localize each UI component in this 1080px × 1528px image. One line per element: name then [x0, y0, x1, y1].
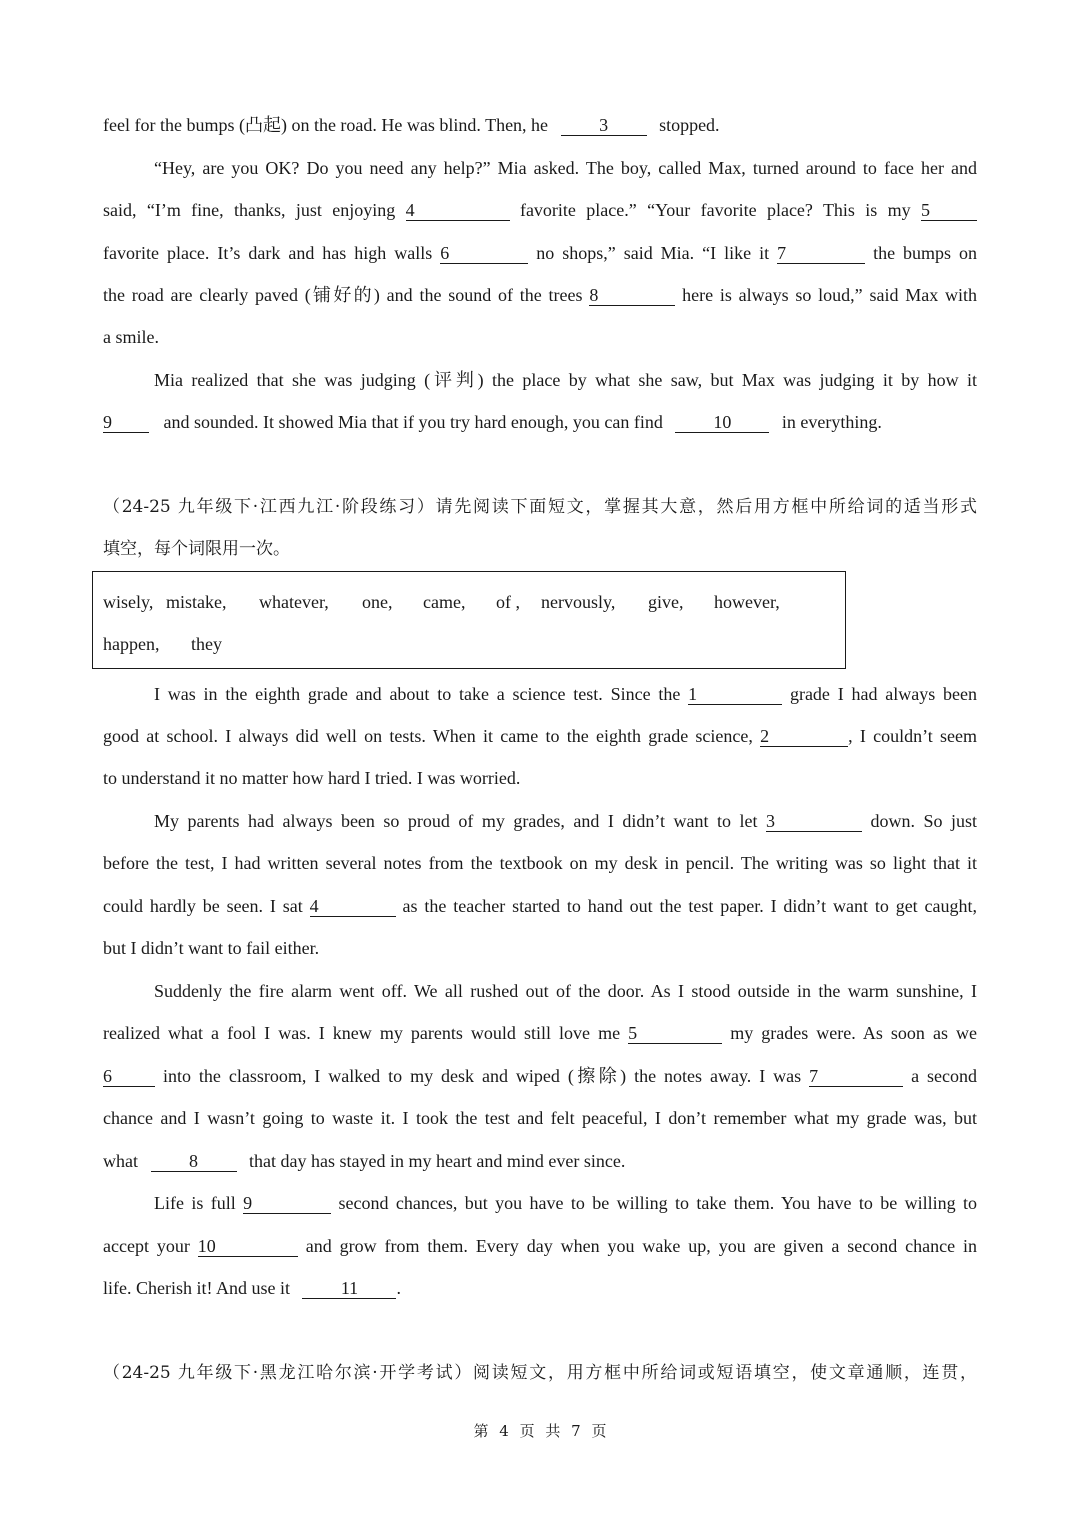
passage1-line-6: a smile.: [103, 327, 159, 347]
text: favorite place. It’s dark and has high walls: [103, 243, 433, 263]
word-item: mistake,: [166, 592, 227, 612]
blank-10[interactable]: 10: [198, 1236, 298, 1257]
blank-5[interactable]: 5: [628, 1023, 722, 1044]
passage2-line-6: [103, 894, 977, 918]
passage2-line-13: [103, 1191, 977, 1215]
text: here is always so loud,” said Max with: [682, 285, 978, 305]
text: down. So just: [870, 811, 977, 831]
text: second chances, but you have to be willing to take them. You have to be willing to: [338, 1193, 978, 1213]
blank-7[interactable]: 7: [777, 243, 865, 264]
passage2-line-7: but I didn’t want to fail either.: [103, 938, 320, 958]
text: realized what a fool I was. I knew my parents would still love me: [103, 1023, 621, 1043]
text: grade I had always been: [789, 684, 978, 704]
word-item: wisely,: [103, 592, 154, 612]
text: the road are clearly paved (铺好的) and the sound of the trees: [103, 285, 583, 305]
word-item: came,: [423, 592, 466, 612]
blank-6[interactable]: 6: [103, 1066, 155, 1087]
passage2-line-8: Suddenly the fire alarm went off. We all rushed out of the door. As I stood outside in the warm sunshine, I: [154, 981, 977, 1001]
word-item: whatever,: [259, 592, 329, 612]
passage2-line-4: [103, 809, 977, 833]
text: good at school. I always did well on tests. When it came to the eighth grade science,: [103, 726, 753, 746]
text: I was in the eighth grade and about to take a science test. Since the: [154, 684, 681, 704]
text: into the classroom, I walked to my desk and wiped (擦除) the notes away. I was: [162, 1066, 802, 1086]
blank-8[interactable]: 8: [151, 1151, 237, 1172]
blank-9[interactable]: 9: [243, 1193, 331, 1214]
passage2-line-10: [103, 1064, 977, 1088]
passage2-line-5: before the test, I had written several notes from the textbook on my desk in pencil. The writing was so light that it: [103, 853, 977, 873]
section2-instruction-line-2: 填空，每个词限用一次。: [103, 539, 290, 559]
passage1-line-8: [103, 410, 977, 434]
word-item: happen,: [103, 634, 160, 654]
passage1-line-2: “Hey, are you OK? Do you need any help?” Mia asked. The boy, called Max, turned around to face her and: [154, 158, 977, 178]
blank-2[interactable]: 2: [760, 726, 848, 747]
text: as the teacher started to hand out the test paper. I didn’t want to get caught,: [402, 896, 978, 916]
passage2-line-14: [103, 1234, 977, 1258]
text: the bumps on: [873, 243, 978, 263]
text: and sounded. It showed Mia that if you try hard enough, you can find: [163, 412, 663, 432]
text: stopped.: [659, 115, 720, 135]
passage2-line-11: chance and I wasn’t going to waste it. I took the test and felt peaceful, I don’t remember what my grade was, but: [103, 1108, 977, 1128]
blank-8[interactable]: 8: [589, 285, 675, 306]
passage2-line-9: [103, 1021, 977, 1045]
blank-1[interactable]: 1: [688, 684, 782, 705]
text: my grades were. As soon as we: [730, 1023, 978, 1043]
text: in everything.: [781, 412, 882, 432]
blank-11[interactable]: 11: [302, 1278, 396, 1299]
passage1-line-5: [103, 283, 977, 307]
word-box: [92, 571, 846, 669]
passage1-line-4: [103, 241, 977, 265]
word-item: one,: [362, 592, 393, 612]
text: and grow from them. Every day when you wake up, you are given a second chance in: [305, 1236, 978, 1256]
word-item: however,: [714, 592, 780, 612]
text: , I couldn’t seem: [848, 726, 978, 746]
word-item: give,: [648, 592, 684, 612]
blank-10[interactable]: 10: [675, 412, 769, 433]
passage2-line-15: [103, 1276, 977, 1300]
blank-5[interactable]: 5: [921, 200, 977, 221]
text: .: [396, 1278, 401, 1298]
blank-3[interactable]: 3: [766, 811, 862, 832]
word-item: of ,: [496, 592, 520, 612]
text: life. Cherish it! And use it: [103, 1278, 290, 1298]
passage1-line-7: Mia realized that she was judging (评判) the place by what she saw, but Max was judging it by how it: [154, 370, 977, 390]
text: feel for the bumps (凸起) on the road. He was blind. Then, he: [103, 115, 549, 135]
passage2-line-12: [103, 1149, 977, 1173]
text: what: [103, 1151, 138, 1171]
text: that day has stayed in my heart and mind ever since.: [249, 1151, 626, 1171]
text: could hardly be seen. I sat: [103, 896, 303, 916]
blank-4[interactable]: 4: [406, 200, 510, 221]
text: Life is full: [154, 1193, 236, 1213]
word-item: nervously,: [541, 592, 616, 612]
blank-3[interactable]: 3: [561, 115, 647, 136]
blank-7[interactable]: 7: [809, 1066, 903, 1087]
text: no shops,” said Mia. “I like it: [536, 243, 770, 263]
blank-6[interactable]: 6: [440, 243, 528, 264]
text: My parents had always been so proud of my grades, and I didn’t want to let: [154, 811, 758, 831]
passage2-line-1: [103, 682, 977, 706]
section2-instruction-line-1: （24-25 九年级下·江西九江·阶段练习）请先阅读下面短文，掌握其大意，然后用方框中所给词的适当形式: [103, 497, 977, 517]
passage1-line-1: [103, 113, 977, 137]
passage1-line-3: [103, 198, 977, 222]
passage2-line-3: to understand it no matter how hard I tried. I was worried.: [103, 768, 521, 788]
text: a second: [911, 1066, 978, 1086]
page-number-footer: 第 4 页 共 7 页: [473, 1422, 607, 1440]
text: favorite place.” “Your favorite place? This is my: [519, 200, 911, 220]
word-item: they: [191, 634, 222, 654]
passage2-line-2: [103, 724, 977, 748]
blank-9[interactable]: 9: [103, 412, 149, 433]
section3-instruction-line-1: （24-25 九年级下·黑龙江哈尔滨·开学考试）阅读短文，用方框中所给词或短语填空，使文章通顺，连贯，: [103, 1363, 977, 1383]
text: accept your: [103, 1236, 190, 1256]
text: said, “I’m fine, thanks, just enjoying: [103, 200, 396, 220]
blank-4[interactable]: 4: [310, 896, 396, 917]
